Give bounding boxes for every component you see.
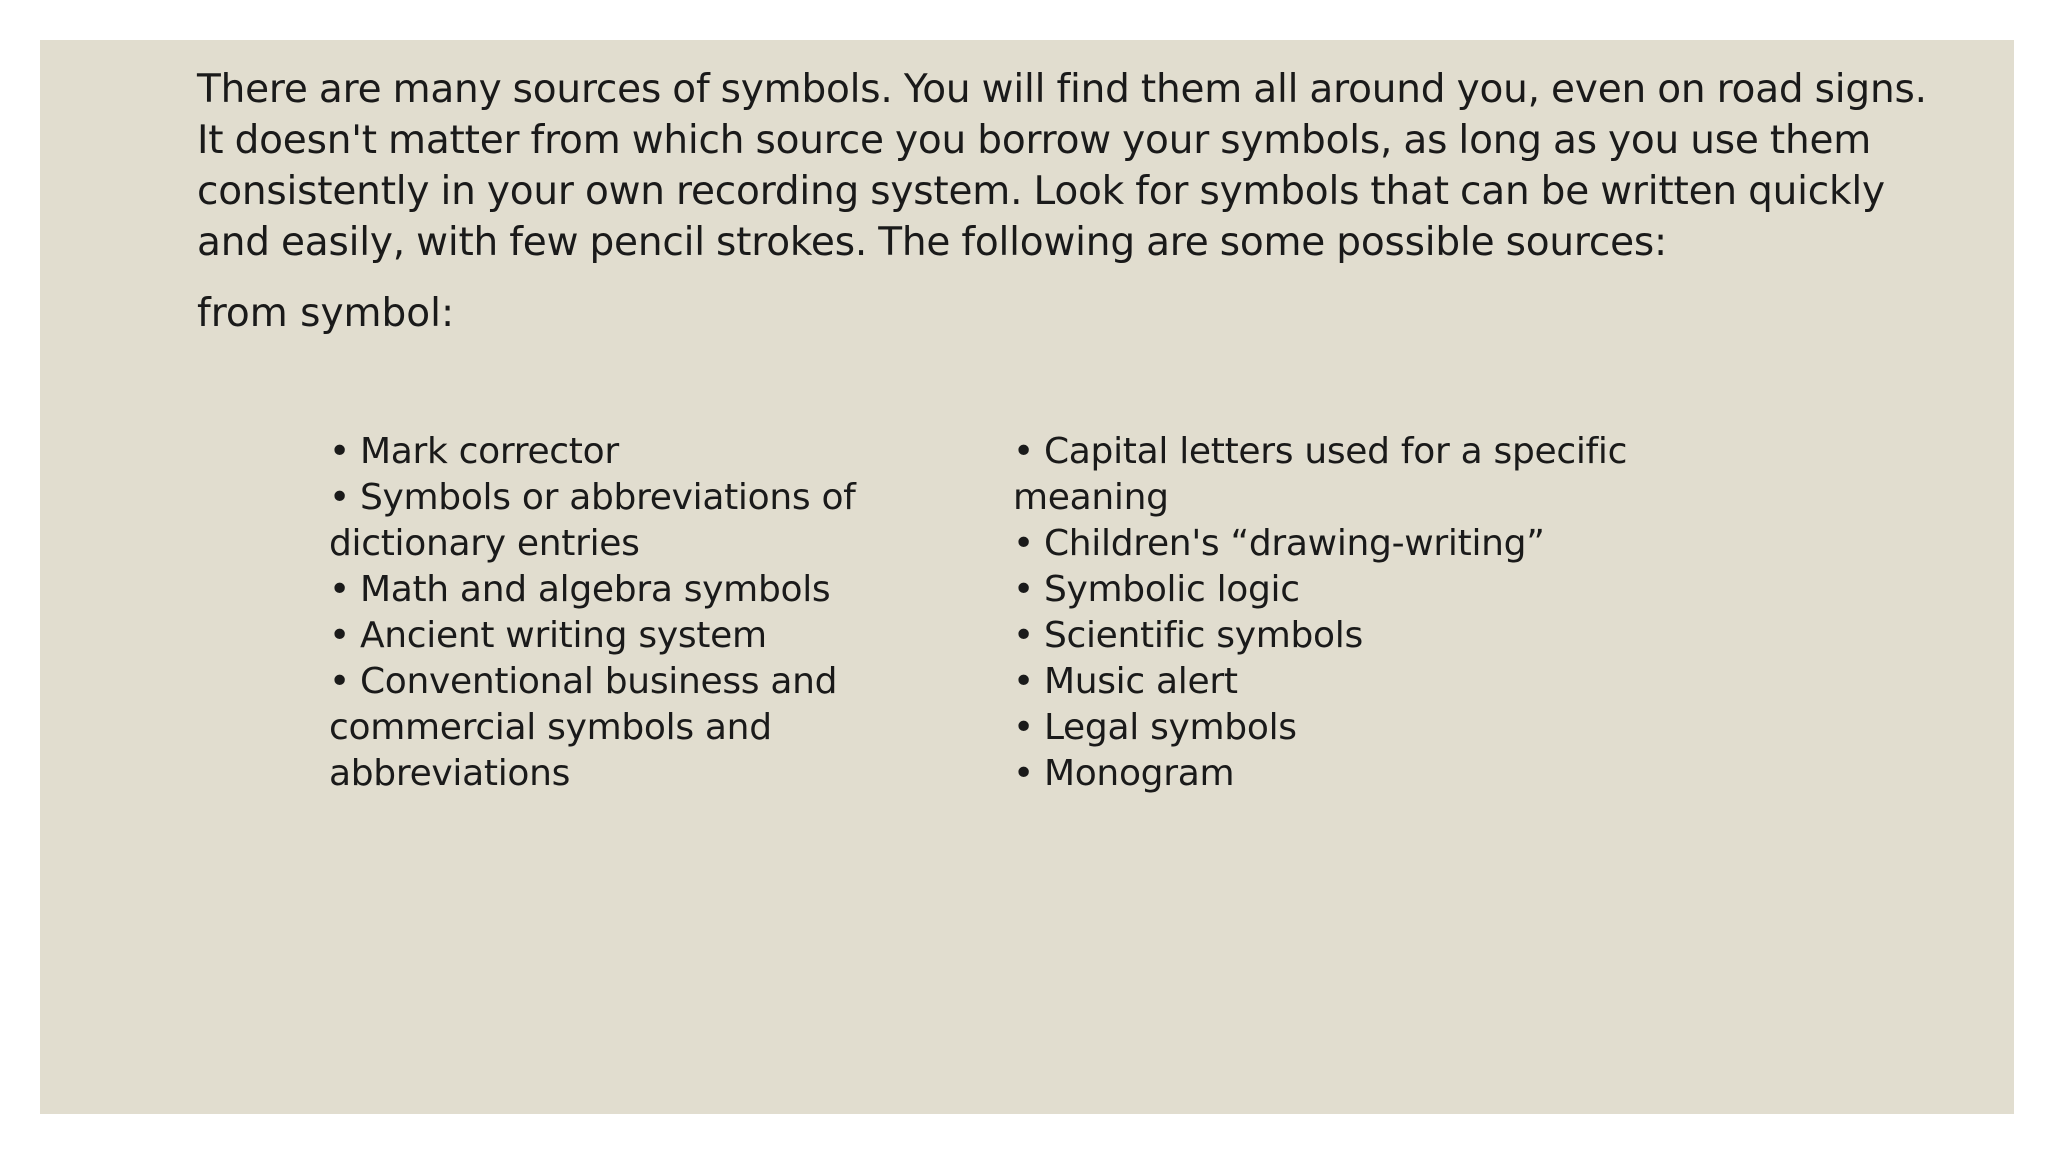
list-item-text: Legal symbols [1043, 707, 1297, 748]
from-symbol-label: from symbol: [197, 291, 455, 336]
list-item-text: Monogram [1043, 753, 1235, 794]
list-item [1013, 567, 1653, 613]
list-item-text: Capital letters used for a specific meaning [1013, 431, 1628, 518]
bullet-icon: • [1013, 523, 1034, 564]
bullet-icon: • [329, 615, 350, 656]
bullet-icon: • [1013, 569, 1034, 610]
list-item [329, 475, 889, 567]
bullet-icon: • [329, 661, 350, 702]
bullet-icon: • [1013, 707, 1034, 748]
list-item-text: Children's “drawing-writing” [1043, 523, 1545, 564]
list-item [1013, 429, 1653, 521]
bullet-icon: • [329, 569, 350, 610]
list-item [1013, 705, 1653, 751]
sources-list-right [1013, 429, 1653, 797]
list-item-text: Mark corrector [359, 431, 619, 472]
list-item-text: Math and algebra symbols [359, 569, 831, 610]
list-item-text: Symbols or abbreviations of dictionary entries [329, 477, 856, 564]
slide [40, 40, 2014, 1114]
list-item-text: Scientific symbols [1043, 615, 1363, 656]
list-item [1013, 751, 1653, 797]
list-item [329, 567, 889, 613]
list-item [329, 659, 889, 797]
list-item [1013, 521, 1653, 567]
bullet-icon: • [329, 431, 350, 472]
list-item [1013, 613, 1653, 659]
sources-list-left [329, 429, 889, 797]
bullet-icon: • [1013, 753, 1034, 794]
bullet-icon: • [1013, 431, 1034, 472]
list-item [329, 613, 889, 659]
list-item-text: Ancient writing system [359, 615, 767, 656]
list-item-text: Conventional business and commercial symbols and abbreviations [329, 661, 838, 794]
bullet-icon: • [1013, 661, 1034, 702]
list-item-text: Symbolic logic [1043, 569, 1300, 610]
list-item-text: Music alert [1043, 661, 1238, 702]
list-item [1013, 659, 1653, 705]
intro-paragraph: There are many sources of symbols. You will find them all around you, even on road signs. It doesn't matter from which source you borrow your symbols, as long as you use them consistently in your own recording system. Look for symbols that can be written quickly and easily, with few pencil strokes. The following are some possible sources: [197, 67, 1927, 265]
list-item [329, 429, 889, 475]
bullet-icon: • [1013, 615, 1034, 656]
bullet-icon: • [329, 477, 350, 518]
